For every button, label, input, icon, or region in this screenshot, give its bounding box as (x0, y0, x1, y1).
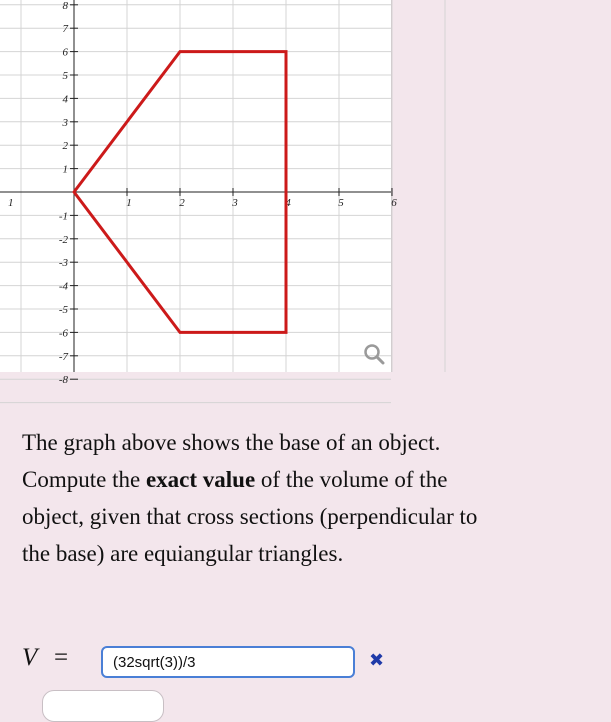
y-tick-label: -1 (58, 210, 68, 223)
problem-line-3: object, given that cross sections (perpendicular to (22, 504, 478, 529)
answer-row (22, 640, 582, 686)
y-tick-label: -2 (58, 233, 68, 246)
graph-panel (0, 0, 397, 387)
magnifier-icon[interactable] (362, 342, 386, 366)
y-tick-label: 7 (62, 23, 68, 36)
x-tick-label: 2 (179, 197, 185, 209)
y-tick-label: -4 (58, 280, 68, 293)
y-tick-label: -7 (58, 350, 68, 363)
x-tick-label: 3 (232, 197, 238, 209)
y-tick-label: -8 (58, 374, 68, 387)
axes (0, 0, 392, 379)
y-tick-label: 5 (62, 70, 68, 82)
problem-line-2 (22, 461, 610, 498)
exact-value-emphasis: exact value (145, 467, 256, 492)
submit-button[interactable] (42, 690, 164, 722)
y-tick-label: -5 (58, 304, 68, 316)
problem-line-2-start: Compute the (22, 467, 146, 492)
incorrect-x-icon: ✖ (369, 650, 385, 671)
equals-sign: = (54, 644, 69, 671)
graph-plot (0, 0, 397, 387)
problem-line-2-end: of the volume of the (255, 467, 448, 492)
y-tick-label: 8 (62, 0, 68, 12)
x-tick-label: 1 (126, 197, 132, 209)
y-tick-label: 2 (62, 140, 68, 153)
y-tick-label: 1 (62, 163, 68, 176)
problem-line-1: The graph above shows the base of an object. (22, 430, 441, 455)
y-tick-label: 3 (62, 116, 68, 129)
y-tick-label: 6 (62, 46, 68, 59)
x-tick-label: 1 (8, 197, 14, 209)
x-tick-label: 5 (338, 197, 344, 209)
answer-input[interactable] (101, 646, 355, 678)
y-tick-label: -6 (58, 327, 68, 340)
volume-variable-label: V (22, 644, 38, 671)
y-tick-label: 4 (62, 93, 68, 106)
x-tick-label: 4 (285, 197, 291, 209)
problem-statement (22, 424, 610, 572)
y-tick-label: -3 (58, 257, 68, 270)
problem-line-4: the base) are equiangular triangles. (22, 541, 344, 566)
x-tick-label: 6 (391, 197, 397, 209)
